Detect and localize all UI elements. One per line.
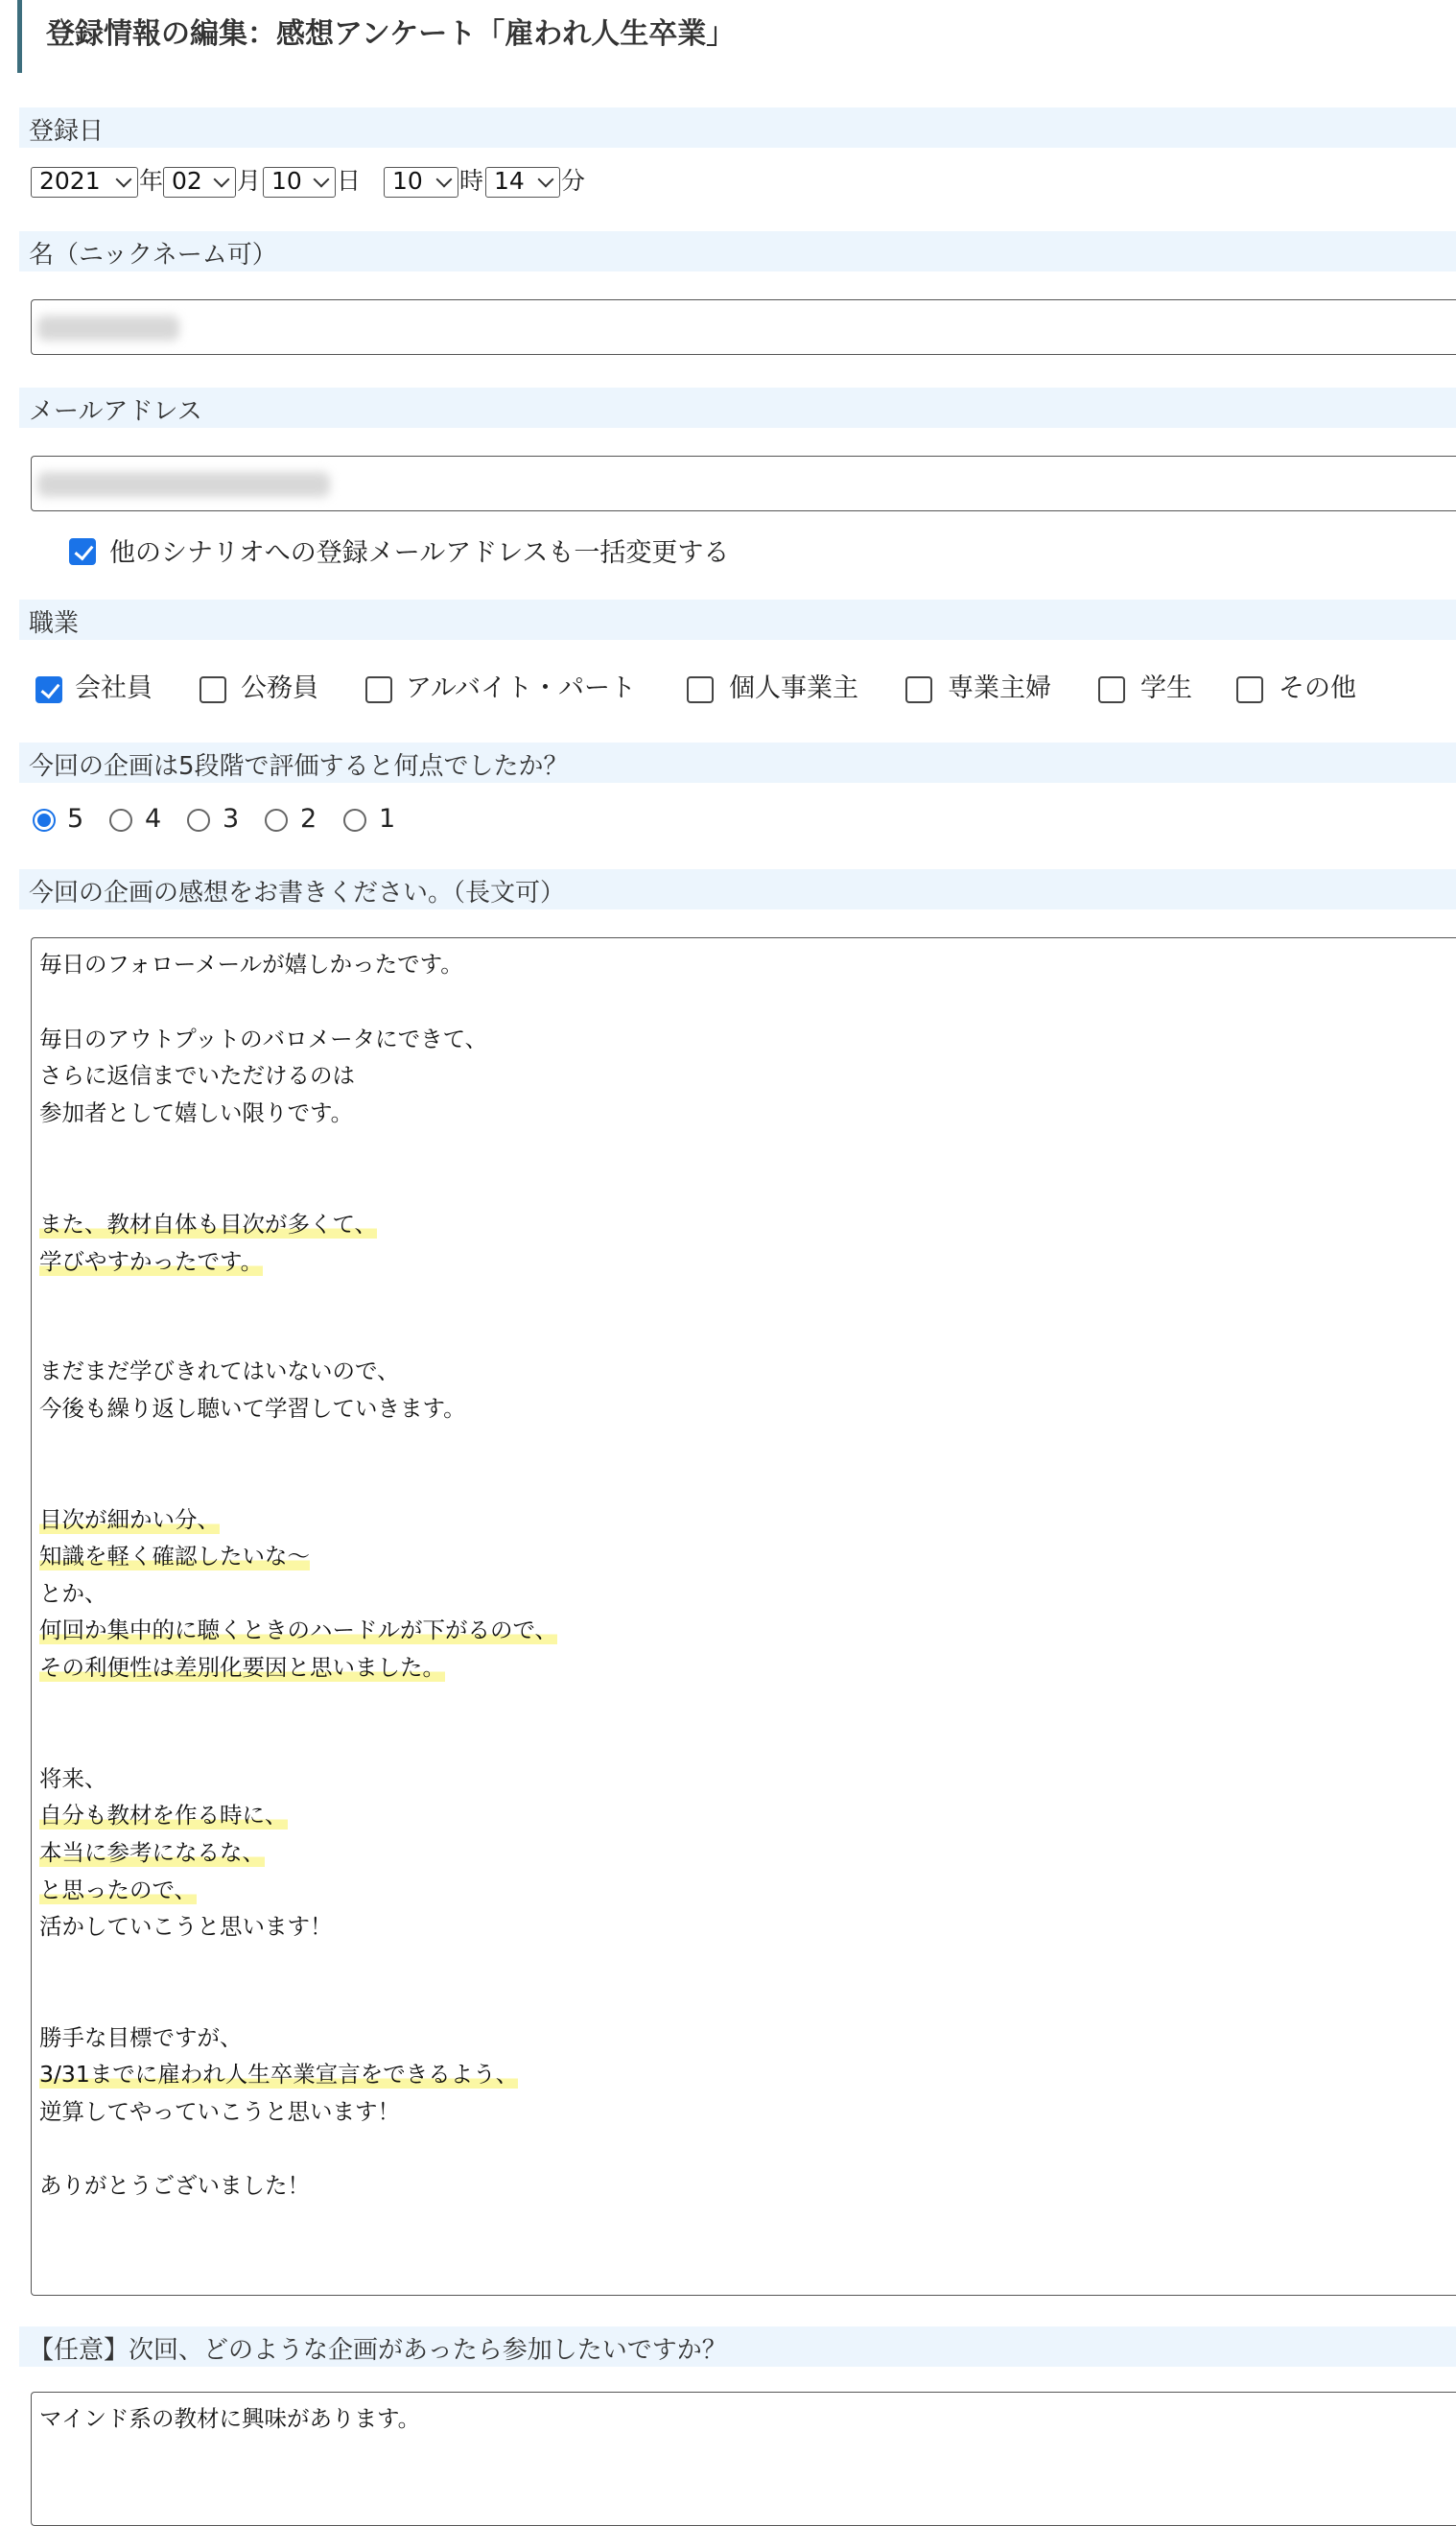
minute-unit: 分 — [561, 167, 586, 195]
impressions-line: 勝手な目標ですが、 — [39, 2024, 243, 2051]
rating-label: 今回の企画は5段階で評価すると何点でしたか？ — [19, 743, 1456, 783]
impressions-line: 自分も教材を作る時に、 — [39, 1797, 288, 1833]
rating-radio-1[interactable] — [343, 809, 366, 832]
month-select[interactable] — [163, 167, 236, 198]
rating-radio-label-5: 5 — [67, 804, 84, 834]
year-value: 2021 — [39, 167, 101, 195]
chevron-down-icon — [116, 172, 132, 188]
year-select[interactable] — [31, 167, 138, 198]
page-title: 登録情報の編集：感想アンケート「雇われ人生卒業」 — [17, 0, 1456, 73]
occupation-label-shufu: 専業主婦 — [948, 673, 1051, 703]
rating-radio-4[interactable] — [109, 809, 132, 832]
occupation-label: 職業 — [19, 600, 1456, 640]
minute-select[interactable] — [485, 167, 560, 198]
email-input[interactable] — [31, 456, 1456, 511]
bulk-change-label: 他のシナリオへの登録メールアドレスも一括変更する — [109, 538, 730, 568]
chevron-down-icon — [314, 172, 330, 188]
next-event-label: 【任意】次回、どのような企画があったら参加したいですか？ — [19, 2326, 1456, 2367]
impressions-line: 本当に参考になるな、 — [39, 1834, 265, 1871]
occupation-label-komuin: 公務員 — [241, 673, 318, 703]
day-unit: 日 — [337, 167, 362, 195]
rating-radio-label-3: 3 — [223, 804, 240, 834]
email-label: メールアドレス — [19, 388, 1456, 428]
chevron-down-icon — [538, 172, 554, 188]
bulk-change-checkbox[interactable] — [69, 538, 96, 565]
occupation-checkbox-part[interactable] — [365, 676, 392, 703]
year-unit: 年 — [139, 167, 164, 195]
rating-radio-3[interactable] — [187, 809, 210, 832]
impressions-line: また、教材自体も目次が多くて、 — [39, 1206, 377, 1242]
occupation-checkbox-kojin[interactable] — [687, 676, 714, 703]
occupation-checkbox-gakusei[interactable] — [1098, 676, 1125, 703]
occupation-checkbox-other[interactable] — [1236, 676, 1263, 703]
hour-select[interactable] — [384, 167, 458, 198]
occupation-label-gakusei: 学生 — [1140, 673, 1192, 703]
impressions-line: 将来、 — [39, 1765, 107, 1792]
chevron-down-icon — [214, 172, 230, 188]
day-select[interactable] — [263, 167, 336, 198]
hour-unit: 時 — [459, 167, 484, 195]
occupation-checkbox-komuin[interactable] — [200, 676, 226, 703]
impressions-line: 目次が細かい分、 — [39, 1501, 220, 1538]
impressions-line: その利便性は差別化要因と思いました。 — [39, 1649, 445, 1686]
impressions-line: 毎日のアウトプットのバロメータにできて、 — [39, 1026, 488, 1052]
impressions-line: ありがとうございました！ — [39, 2172, 310, 2199]
impressions-line: 3/31までに雇われ人生卒業宣言をできるよう、 — [39, 2056, 518, 2092]
impressions-line: さらに返信までいただけるのは — [39, 1062, 355, 1089]
impressions-line: 何回か集中的に聴くときのハードルが下がるので、 — [39, 1612, 557, 1648]
chevron-down-icon — [436, 172, 453, 188]
impressions-line: 活かしていこうと思います！ — [39, 1913, 333, 1940]
occupation-label-kaishain: 会社員 — [75, 673, 153, 703]
occupation-label-part: アルバイト・パート — [406, 673, 637, 703]
impressions-line: 今後も繰り返し聴いて学習していきます。 — [39, 1395, 466, 1422]
rating-radio-label-1: 1 — [379, 804, 396, 834]
rating-radio-5[interactable] — [33, 809, 56, 832]
rating-radio-label-4: 4 — [145, 804, 162, 834]
impressions-line: まだまだ学びきれてはいないので、 — [39, 1357, 400, 1384]
impressions-line: 毎日のフォローメールが嬉しかったです。 — [39, 951, 463, 978]
hour-value: 10 — [392, 167, 423, 195]
name-input[interactable] — [31, 299, 1456, 355]
occupation-label-other: その他 — [1279, 673, 1356, 703]
reg-date-label: 登録日 — [19, 107, 1456, 148]
next-event-line: マインド系の教材に興味があります。 — [39, 2405, 421, 2432]
redacted-email — [37, 472, 330, 497]
impressions-line: 参加者として嬉しい限りです。 — [39, 1099, 354, 1126]
impressions-line: とか、 — [39, 1580, 107, 1607]
occupation-checkbox-kaishain[interactable] — [35, 676, 62, 703]
impressions-line: 逆算してやっていこうと思います！ — [39, 2098, 400, 2125]
minute-value: 14 — [494, 167, 525, 195]
impressions-label: 今回の企画の感想をお書きください。（長文可） — [19, 869, 1456, 909]
impressions-line: と思ったので、 — [39, 1872, 197, 1908]
name-label: 名（ニックネーム可） — [19, 231, 1456, 271]
occupation-label-kojin: 個人事業主 — [729, 673, 858, 703]
redacted-name — [37, 316, 179, 341]
impressions-line: 学びやすかったです。 — [39, 1243, 263, 1280]
impressions-textarea[interactable] — [31, 937, 1456, 2296]
next-event-textarea[interactable] — [31, 2392, 1456, 2526]
month-value: 02 — [172, 167, 202, 195]
day-value: 10 — [271, 167, 302, 195]
month-unit: 月 — [237, 167, 262, 195]
impressions-line: 知識を軽く確認したいな〜 — [39, 1538, 310, 1574]
occupation-checkbox-shufu[interactable] — [905, 676, 932, 703]
rating-radio-2[interactable] — [265, 809, 288, 832]
rating-radio-label-2: 2 — [300, 804, 317, 834]
